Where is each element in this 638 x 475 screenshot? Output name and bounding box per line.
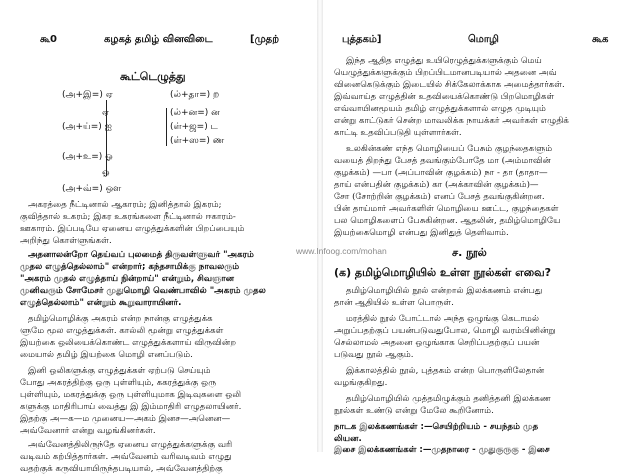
left-running-bracket: [முதற் [250, 34, 279, 45]
text-line: புள்ளியும், மகரத்துக்கு ஒரு புள்ளியுமாக இடிவுகளை ஒலி [20, 390, 242, 400]
text-line: பல மொழிகளைப் பேசுகின்றன. ஆதலின், தமிழ்மொழியே [334, 216, 561, 226]
text-line: முதல எழுத்தெல்லாம்" என்றார்; கந்தசாமிக்கு நாவலரும் [20, 262, 240, 272]
right-running-bracket: புத்தகம்] [342, 34, 382, 45]
text-line: வழங்குகிறது. [334, 378, 388, 388]
text-line: அதனாலன்றோ தெய்வப் புலமைத் திருவள்ளுவர் "அகரம் [28, 250, 254, 260]
text-line: படுவது நூல் ஆகும். [334, 350, 414, 360]
text-line: தமிழ்மொழியில் நூல் என்றால் இலக்கணம் என்பது [346, 286, 543, 296]
text-line: சோ (சோற்றின் குழக்கம்) எனப் பேசத் தவங்குகின்றன. [334, 192, 545, 202]
watermark-url: www.Infoog.com/mohan [296, 246, 387, 256]
text-line: இயற்கைமொழி என்பது இனிதுத் தெளிவாம். [334, 228, 509, 238]
text-line: மையால் தமிழ் இயற்கை மொழி எனப்படும். [20, 350, 193, 360]
text-line: என்று காட்டுகர் சென்ற மாவலிக்க நாயக்கர் அவர்கள் எழுதிக் [334, 116, 569, 126]
left-page [0, 0, 318, 474]
text-line: ளுமே மூல எழுத்துக்கள். கால்லி மூன்று எழுத்துக்கள் [20, 326, 224, 336]
text-line: குவித்தால் உகரம்; இகர உகரங்களை நீட்டினால் ஈகாரம்- [20, 212, 236, 222]
text-line: இயற்கை ஒலியைக்கொண்ட எழுத்துக்களாய் விருவின்ற [20, 338, 237, 348]
text-line: அறிந்து கொள்ளுங்கள். [20, 236, 112, 246]
drama-grammar-end: லியன. [334, 434, 362, 444]
text-line: உலகின்கண் எந்த மொழியைப் பேசும் குழந்தைகளும் [346, 144, 553, 154]
right-page-number: கூக [592, 34, 609, 45]
text-line: ஊகாரம். இப்படியே ஏனைய எழுத்துக்களின் பிறப்பையும் [20, 224, 245, 234]
question-heading: (க) தமிழ்மொழியில் உள்ள நூல்கள் எவை? [334, 266, 552, 279]
left-page-number: கூ0 [40, 34, 57, 45]
text-line: காட்டி உதவிப்படுதி யுள்ளார்கள். [334, 128, 462, 138]
text-line: போது அகரத்திற்கு ஒரு புள்ளியும், ககரத்துக்கு ஒரு [20, 378, 217, 388]
equation: ஏ [102, 108, 110, 118]
equation: (அ+இ=) ஏ [62, 90, 113, 100]
section-title: ச. நூல் [452, 246, 487, 259]
music-grammar-line: இசை இலக்கணங்கள் :—முதநாரை - முதுகுருகு - இசை [334, 445, 550, 455]
text-line: இதற்கு அ—க—ம முனைய—அகம் இனச—அனென— [20, 414, 231, 424]
text-line: இக்காலத்தில் நூல், புத்தகம் என்ற பொருளிலேதான் [346, 366, 545, 376]
equation: (ல்+ன=) ன [170, 108, 220, 118]
text-line: அவ்வேனத்திலிருந்தே ஏனைய எழுத்துக்களுக்கு வரி [28, 440, 233, 450]
text-line: அகரத்தை நீட்டினால் ஆகாரம்; இனித்தால் இகரம்; [28, 200, 222, 210]
text-line: நூல்கள் உண்டு என்று மேலே கூறினோம். [334, 406, 494, 416]
text-line: இந்த ஆதித எழுத்து உயிரெழுத்துக்களுக்கும் மெய் [346, 56, 542, 66]
text-line: எழுத்தெல்லாம்" என்றும் கூறுவாராயினர். [20, 298, 182, 308]
text-line: இனி ஒலிகளுக்கு எழுத்துக்கள் ஏற்படு செய்யும் [28, 366, 211, 376]
text-line: இவ்வாய்த எழுத்தின் உதவியைக்கொண்டு பிறமொழிகள் [334, 92, 555, 102]
left-running-title: கழகத் தமிழ் வினவிடை [104, 34, 213, 45]
drama-grammar-line: நாடக இலக்கணங்கள் :—செயிற்றியம் - சயந்தம் முத [334, 422, 539, 432]
right-running-title: மொழி [468, 34, 499, 45]
text-line: மரத்தில் நூல் போட்டால் அந்த ஒழுங்கு கெடாமல் [346, 314, 539, 324]
text-line: "அகரம் முதல் எழுத்தாய் நின்றாய்" என்றும், சிவஞான [20, 274, 235, 284]
equation: ஓ [102, 168, 110, 178]
text-line: வதற்குக் கருவியாயிருந்தபடியால், அவ்வேனத்திற்கு [20, 464, 223, 474]
text-line: தமிழ்மொழிக்கு அகரம் என்ற நான்கு எழுத்துக்க [28, 314, 213, 324]
text-line: தான் ஆதியில் உள்ள பொருள். [334, 298, 454, 308]
text-line: தமிழ்மொழியில் முத்தமிழுக்கும் தனித்தனி இலக்கண [346, 394, 551, 404]
text-line: குழக்கம்) —பா (அப்பாவின் குழக்கம்) நா - தா (தாதா— [334, 168, 548, 178]
equation: (அ+ய்=) ஐ [62, 122, 112, 132]
equation: (ள்+ஸ=) ண [170, 136, 225, 146]
text-line: செல்லாமல் அதனை ஒழுங்காக செறிப்பதற்குப் பயன் [334, 338, 540, 348]
text-line: அறுப்பதற்குப் பயன்படுவதுபோல, மொழி வரம்பினின்று [334, 326, 556, 336]
equation: (அ+உ=) ஓ [62, 152, 113, 162]
text-line: வடிவம் கற்பித்தார்கள். அவ்வேனம் வரிவடிவம் எழுது [20, 452, 232, 462]
text-line: அவ்வேனார் என்று வழங்கினர்கள். [20, 426, 156, 436]
equation-connector [106, 100, 107, 176]
right-page [322, 0, 638, 455]
text-line: முனிவரும் சோமேசர் முதுமொழி வெண்பாவில் "அகரம் முதல [20, 286, 266, 296]
text-line: பின் தாய்மார் அவர்களிள் மொழியை ஊட்ட, குழந்தைகள் [334, 204, 559, 214]
text-line: வினைகெடுக்கும் இடையில் சிக்கேலாக்காக அமைத்தார்கள். [334, 80, 565, 90]
text-line: களுக்கு மாதிரிபாய் வைத்து இ இம்மாதிரி எழுதலாயினர். [20, 402, 242, 412]
equation-brace [166, 108, 167, 146]
text-line: தாய் என்பதின் குழக்கம்) கா (அக்காவின் குழக்கம்)— [334, 180, 539, 190]
text-line: எவ்வாயினமூயம் தமிழ் எழுத்துக்களால் எழுத முடியும் [334, 104, 546, 114]
equation: (அ+வ்=) ஒள [62, 184, 122, 194]
section-subtitle: கூட்டெழுத்து [120, 70, 186, 83]
equation: (ள்+ஜ=) ட [170, 122, 218, 132]
text-line: யெழுத்துக்களுக்கும் பிறப்பிடமானபடியால் அதனை அவ் [334, 68, 557, 78]
text-line: வயைத் திறந்து பேசத் தவங்கும்போதே மா (அம்மாவின் [334, 156, 551, 166]
equation: (ல்+தா=) ற [170, 90, 220, 100]
